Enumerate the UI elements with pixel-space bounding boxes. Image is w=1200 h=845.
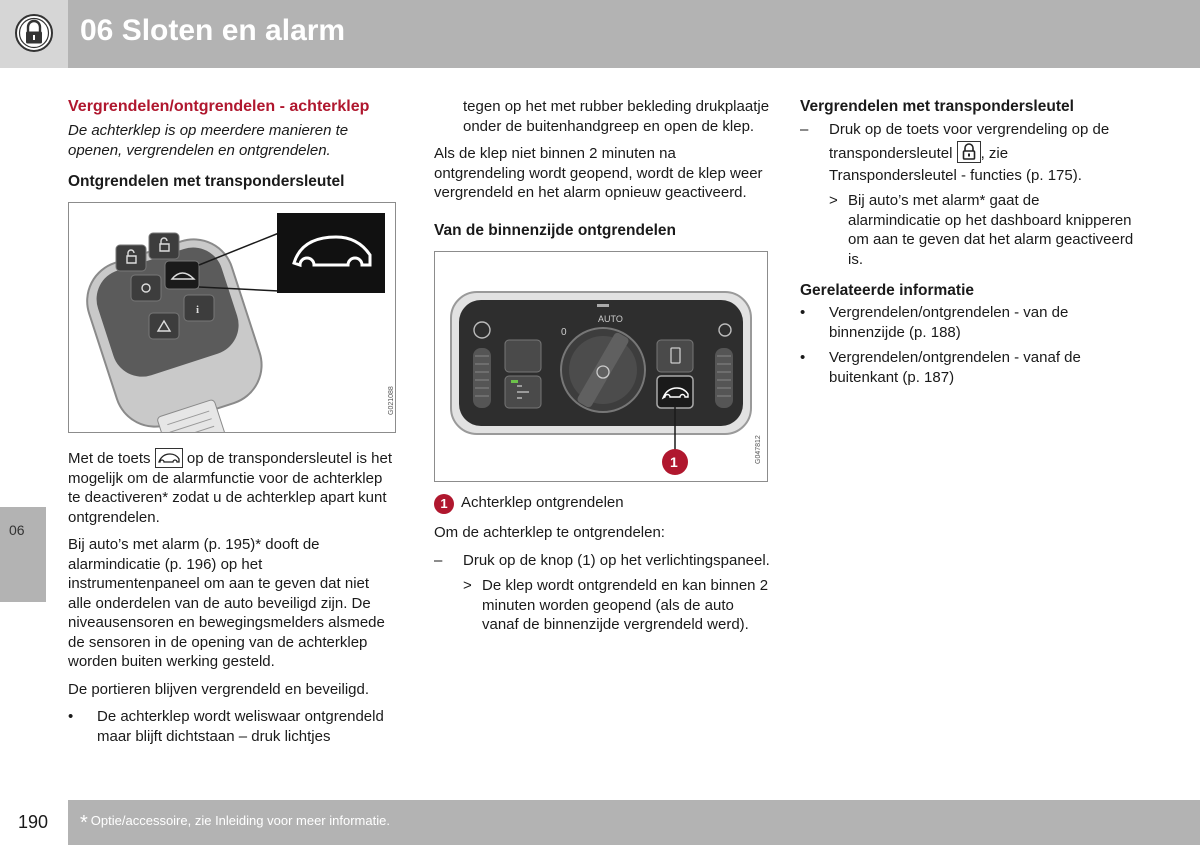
header-icon-box [0, 0, 68, 68]
paragraph-alarm: Bij auto’s met alarm (p. 195)* dooft de alarmindicatie (p. 196) op het instrumentenpaneel om aan te geven dat niet alle onderdelen van de auto beveiligd zijn. De niveausensoren en bewegingsmelders alsmede de sensoren in de opening van de achterklep worden buiten werking gesteld. [68, 536, 385, 670]
footnote: * Optie/accessoire, zie Inleiding voor meer informatie. [80, 812, 390, 834]
column-3 [800, 97, 1135, 387]
step-result: > De klep wordt ontgrendeld en kan binnen 2 minuten worden geopend (als de auto vanaf de binnenzijde vergrendeld werd). [463, 577, 769, 633]
figure-key-fob [68, 202, 396, 433]
subheading-lock-transponder: Vergrendelen met transpondersleutel [800, 98, 1074, 115]
related-link-item[interactable]: • Vergrendelen/ontgrendelen - vanaf de buitenkant (p. 187) [800, 349, 1081, 386]
continuation-text: tegen op het met rubber bekleding drukplaatje onder de buitenhandgreep en open de klep. [463, 98, 770, 135]
lock-icon [14, 13, 54, 53]
svg-text:i: i [196, 304, 200, 316]
knob-auto-label: AUTO [598, 313, 623, 324]
related-info-heading: Gerelateerde informatie [800, 282, 975, 299]
key-fob-illustration [69, 203, 395, 432]
lock-button-icon [957, 141, 981, 163]
callout-legend [434, 493, 770, 513]
paragraph-key-button: Met de toets op de transpondersleutel is het mogelijk om de alarmfunctie voor de achterklep te deactiveren* zodat u de achterklep apart kunt ontgrendelen. [68, 450, 393, 526]
step-result: > Bij auto’s met alarm* gaat de alarmindicatie op het dashboard knipperen om aan te geven dat het alarm geactiveerd is. [829, 192, 1134, 268]
paragraph-steps-intro: Om de achterklep te ontgrendelen: [434, 524, 665, 541]
light-switch-panel-illustration [435, 252, 767, 481]
step-item: – Druk op de knop (1) op het verlichtingspaneel. [434, 551, 770, 569]
knob-zero-label: 0 [561, 326, 567, 338]
side-tab-label: 06 [9, 522, 25, 538]
paragraph-doors: De portieren blijven vergrendeld en beveiligd. [68, 680, 370, 698]
column-2 [434, 97, 770, 635]
page-number: 190 [18, 812, 49, 832]
callout-text: Achterklep ontgrendelen [461, 493, 624, 511]
paragraph-relock: Als de klep niet binnen 2 minuten na ontgrendeling wordt geopend, wordt de klep weer vergrendeld en het alarm opnieuw geactiveerd. [434, 145, 763, 201]
figure-code: G047812 [755, 434, 762, 464]
section-heading: Vergrendelen/ontgrendelen - achterklep [68, 98, 370, 115]
callout-number-badge: 1 [434, 494, 454, 514]
chapter-title: 06 Sloten en alarm [80, 14, 346, 47]
section-intro: De achterklep is op meerdere manieren te openen, vergrendelen en ontgrendelen. [68, 122, 349, 159]
figure-callout-number: 1 [670, 453, 678, 470]
subheading-transponder: Ontgrendelen met transpondersleutel [68, 173, 345, 190]
figure-light-panel [434, 251, 768, 482]
step-item: – Druk op de toets voor vergrendeling op de transpondersleutel , zie Transpondersleutel - functies (p. 175). [800, 121, 1110, 184]
subheading-inside: Van de binnenzijde ontgrendelen [434, 221, 676, 239]
list-item: • De achterklep wordt weliswaar ontgrendeld maar blijft dichtstaan – druk lichtjes [68, 708, 384, 745]
figure-code: G021088 [388, 386, 395, 415]
car-tailgate-icon [155, 448, 183, 468]
related-link-item[interactable]: • Vergrendelen/ontgrendelen - van de binnenzijde (p. 188) [800, 304, 1069, 341]
column-1 [68, 97, 396, 746]
